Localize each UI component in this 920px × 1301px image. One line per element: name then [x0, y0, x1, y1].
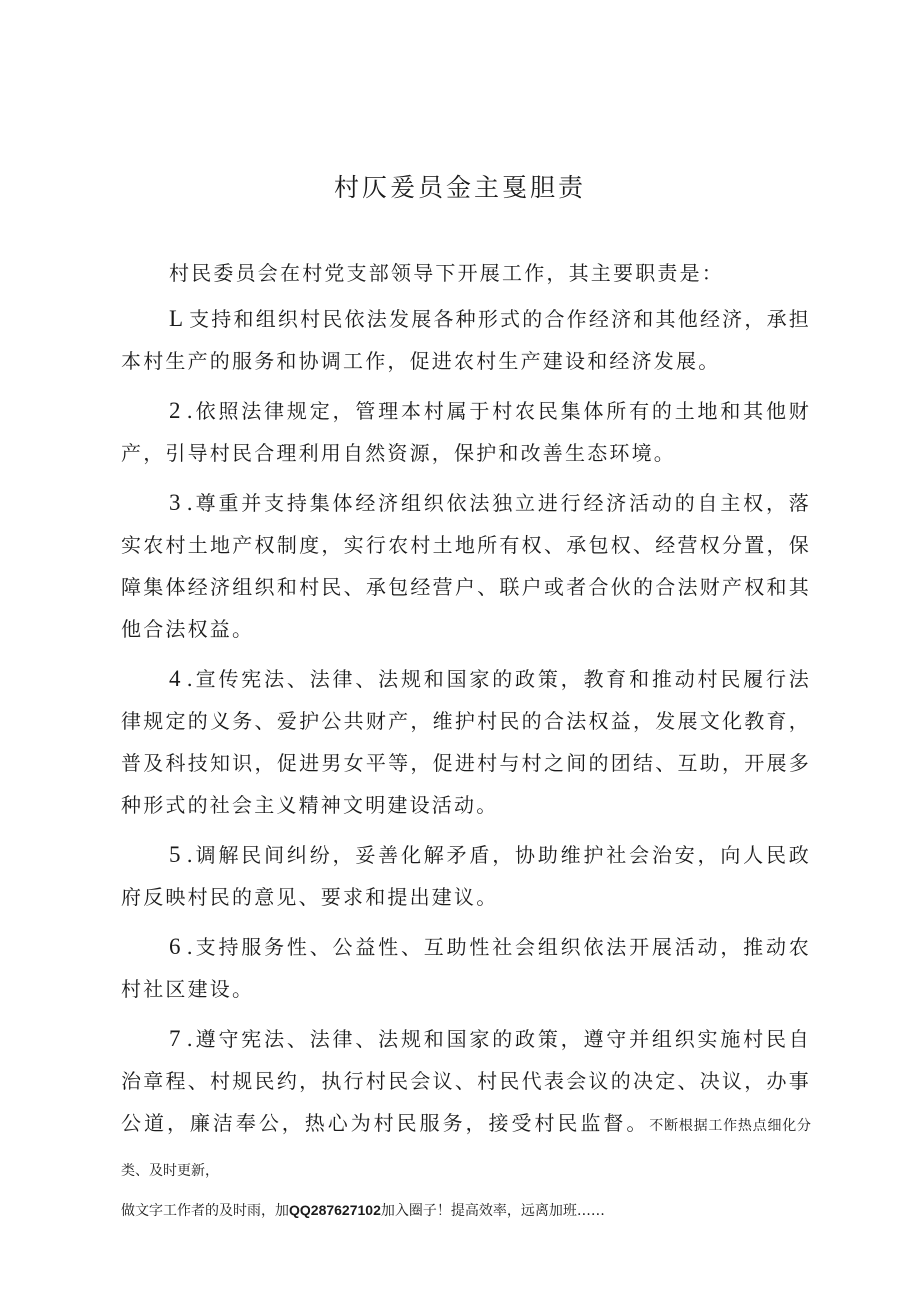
duty-item-5 — [121, 834, 811, 918]
duty-item-4-text: .宣传宪法、法律、法规和国家的政策，教育和推动村民履行法律规定的义务、爱护公共财产，维护村民的合法权益，发展文化教育，普及科技知识，促进男女平等，促进村与村之间的团结、互助，开展多种形式的社会主义精神文明建设活动。 — [121, 667, 811, 817]
document-body — [121, 252, 811, 1229]
duty-item-1-number: L — [169, 306, 184, 331]
duty-item-6-number: 6 — [169, 934, 181, 959]
duty-item-1-text: 支持和组织村民依法发展各种形式的合作经济和其他经济，承担本村生产的服务和协调工作，促进农村生产建设和经济发展。 — [121, 307, 811, 373]
duty-item-6-text: .支持服务性、公益性、互助性社会组织依法开展活动，推动农村社区建设。 — [121, 935, 811, 1001]
duty-item-1 — [121, 298, 811, 382]
duty-item-5-number: 5 — [169, 842, 181, 867]
duty-item-7 — [121, 1018, 811, 1192]
duty-item-5-text: .调解民间纠纷，妥善化解矛盾，协助维护社会治安，向人民政府反映村民的意见、要求和提出建议。 — [121, 843, 811, 909]
duty-item-7-number: 7 — [169, 1026, 181, 1051]
intro-paragraph: 村民委员会在村党支部领导下开展工作，其主要职责是： — [169, 261, 724, 285]
duty-item-4 — [121, 658, 811, 826]
promo-note-line — [121, 1192, 811, 1229]
duty-item-4-number: 4 — [169, 666, 181, 691]
promo-note-qq: QQ287627102 — [289, 1202, 381, 1218]
duty-item-6 — [121, 926, 811, 1010]
promo-note-part3: 加入圈子！提高效率，远离加班…… — [380, 1203, 605, 1219]
duty-item-3 — [121, 482, 811, 650]
duty-item-2-number: 2 — [169, 398, 181, 423]
duty-item-7-text: .遵守宪法、法律、法规和国家的政策，遵守并组织实施村民自治章程、村规民约，执行村民会议、村民代表会议的决定、决议，办事公道，廉洁奉公，热心为村民服务，接受村民监督。 — [121, 1027, 811, 1135]
promo-note-part2: 做文字工作者的及时雨，加 — [121, 1203, 289, 1219]
duty-item-2-text: .依照法律规定，管理本村属于村农民集体所有的土地和其他财产，引导村民合理利用自然资源，保护和改善生态环境。 — [121, 399, 811, 465]
promo-note-part1: 不断根据工作热点细化分类、及时更新， — [121, 1118, 811, 1179]
document-title: 村仄爰员金主戛胆责 — [333, 173, 586, 202]
duty-item-2 — [121, 390, 811, 474]
duty-item-3-text: .尊重并支持集体经济组织依法独立进行经济活动的自主权，落实农村土地产权制度，实行农村土地所有权、承包权、经营权分置，保障集体经济组织和村民、承包经营户、联户或者合伙的合法财产权和其他合法权益。 — [121, 491, 811, 641]
duty-item-3-number: 3 — [169, 490, 181, 515]
